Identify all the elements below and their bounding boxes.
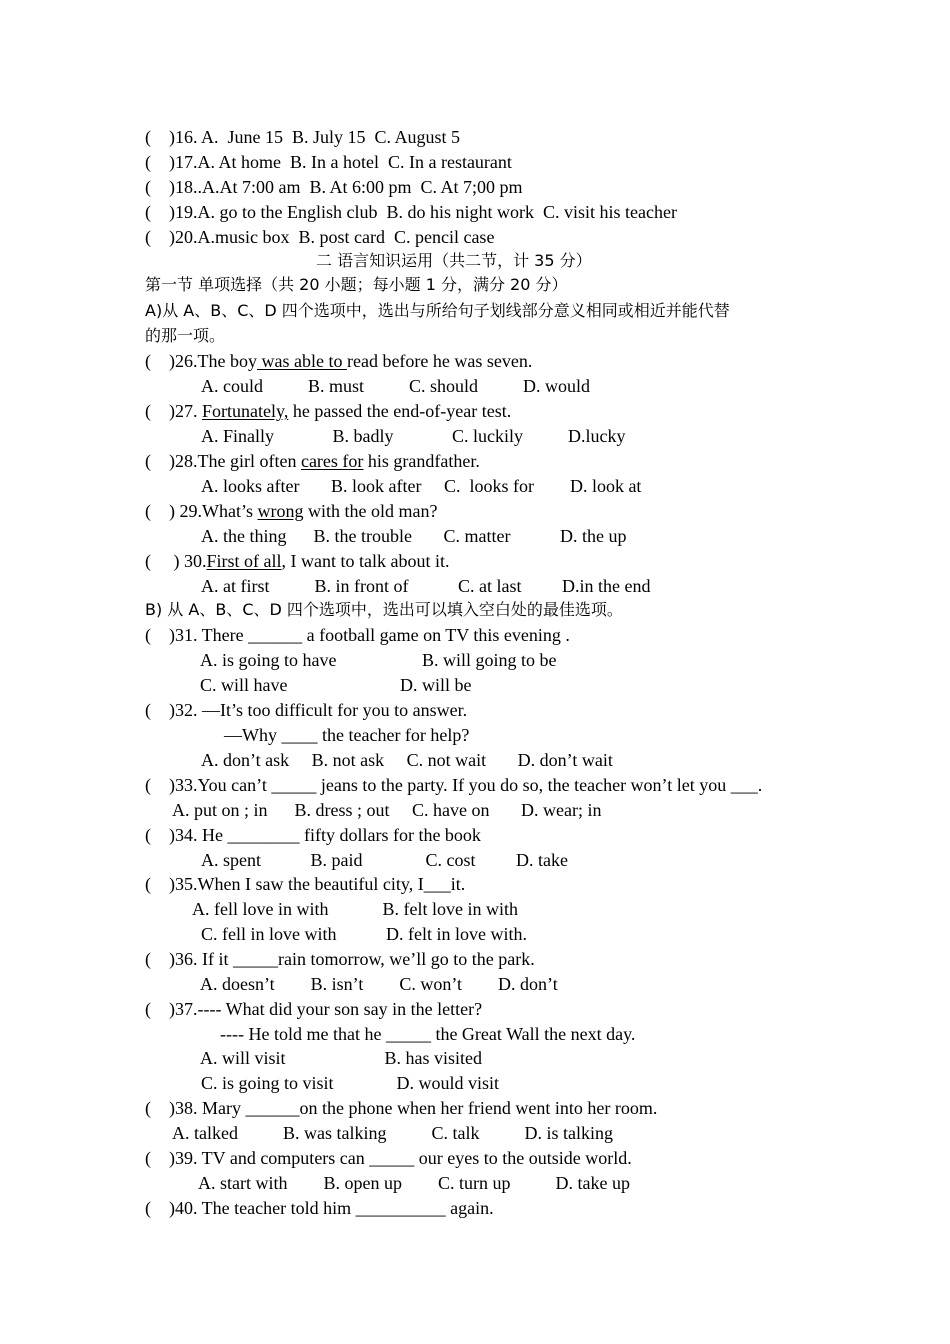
text-segment: ( )16. A. June 15 B. July 15 C. August 5 (145, 127, 461, 147)
text-line (201, 923, 527, 945)
text-segment: , I want to talk about it. (281, 551, 450, 571)
underlined-phrase: First of all (206, 551, 282, 571)
text-segment: ( )17.A. At home B. In a hotel C. In a restaurant (145, 152, 512, 172)
text-segment: ( )38. Mary ______on the phone when her friend went into her room. (145, 1098, 658, 1118)
text-segment: A. doesn’t B. isn’t C. won’t D. don’t (200, 974, 558, 994)
text-segment: A. fell love in with B. felt love in with (192, 899, 518, 919)
text-line (172, 799, 601, 821)
text-segment: A)从 A、B、C、D 四个选项中，选出与所给句子划线部分意义相同或相近并能代替 (145, 301, 730, 320)
text-segment: A. Finally B. badly C. luckily D.lucky (201, 426, 626, 446)
text-segment: —Why ____ the teacher for help? (224, 725, 470, 745)
text-segment: ( )36. If it _____rain tomorrow, we’ll go to the park. (145, 949, 535, 969)
text-line (201, 849, 568, 871)
text-segment: ( )20.A.music box B. post card C. pencil case (145, 227, 495, 247)
text-segment: A. start with B. open up C. turn up D. take up (198, 1173, 630, 1193)
text-segment: ( )31. There ______ a football game on TV this evening . (145, 625, 570, 645)
text-segment: ( ) 29.What’s (145, 501, 258, 521)
text-segment: ( )39. TV and computers can _____ our eyes to the outside world. (145, 1148, 632, 1168)
text-segment: A. is going to have B. will going to be (200, 650, 557, 670)
text-line (201, 575, 650, 597)
text-segment: A. don’t ask B. not ask C. not wait D. don’t wait (201, 750, 613, 770)
text-segment: ( )33.You can’t _____ jeans to the party. If you do so, the teacher won’t let you ___. (145, 775, 763, 795)
text-segment: C. is going to visit D. would visit (201, 1073, 500, 1093)
text-line (145, 500, 437, 522)
text-segment: A. spent B. paid C. cost D. take (201, 850, 568, 870)
text-line (145, 325, 225, 347)
text-line (201, 749, 613, 771)
text-line (145, 201, 677, 223)
text-segment: ( ) 30. (145, 551, 207, 571)
text-segment: A. at first B. in front of C. at last D.in the end (201, 576, 651, 596)
text-line (145, 948, 535, 970)
text-line (145, 226, 494, 248)
text-segment: ( )32. —It’s too difficult for you to answer. (145, 700, 468, 720)
text-segment: ( )26.The boy (145, 351, 257, 371)
text-segment: with the old man? (303, 501, 438, 521)
text-line (201, 375, 590, 397)
text-segment: ( )40. The teacher told him __________ again. (145, 1198, 494, 1218)
text-line (145, 699, 467, 721)
text-segment: ( )28.The girl often (145, 451, 301, 471)
underlined-phrase: cares for (300, 451, 364, 471)
text-segment: read before he was seven. (346, 351, 533, 371)
text-segment: ( )34. He ________ fifty dollars for the book (145, 825, 481, 845)
text-line (201, 425, 626, 447)
text-line (200, 674, 471, 696)
text-line (145, 550, 449, 572)
text-line (198, 1172, 630, 1194)
text-segment: ( )19.A. go to the English club B. do his night work C. visit his teacher (145, 202, 677, 222)
text-segment: A. looks after B. look after C. looks for D. look at (201, 476, 642, 496)
text-line (145, 873, 465, 895)
text-line (145, 824, 481, 846)
text-line (201, 475, 641, 497)
text-line (220, 1023, 635, 1045)
text-line (200, 1047, 482, 1069)
text-line (145, 450, 480, 472)
text-segment: ( )37.---- What did your son say in the letter? (145, 999, 483, 1019)
text-line (145, 151, 512, 173)
text-line (145, 599, 623, 621)
text-segment: C. fell in love with D. felt in love with. (201, 924, 527, 944)
text-segment: ( )27. (145, 401, 202, 421)
text-line (200, 973, 558, 995)
text-segment: his grandfather. (363, 451, 480, 471)
text-segment: A. talked B. was talking C. talk D. is talking (172, 1123, 613, 1143)
text-segment: B) 从 A、B、C、D 四个选项中，选出可以填入空白处的最佳选项。 (145, 600, 623, 619)
text-segment: ---- He told me that he _____ the Great Wall the next day. (220, 1024, 636, 1044)
text-segment: ( )35.When I saw the beautiful city, I___it. (145, 874, 466, 894)
text-line (201, 1072, 499, 1094)
text-segment: he passed the end-of-year test. (288, 401, 512, 421)
text-segment: ( )18..A.At 7:00 am B. At 6:00 pm C. At 7;00 pm (145, 177, 523, 197)
text-segment: A. will visit B. has visited (200, 1048, 483, 1068)
text-line (145, 350, 532, 372)
text-line (316, 250, 592, 272)
text-line (145, 774, 762, 796)
text-line (145, 126, 460, 148)
underlined-phrase: was able to (256, 351, 347, 371)
text-line (145, 274, 568, 296)
text-line (145, 1097, 657, 1119)
text-segment: A. the thing B. the trouble C. matter D. the up (201, 526, 627, 546)
text-line (192, 898, 518, 920)
text-line (145, 1197, 494, 1219)
text-line (145, 1147, 632, 1169)
text-line (145, 176, 523, 198)
text-line (224, 724, 469, 746)
text-line (201, 525, 626, 547)
text-line (145, 300, 730, 322)
text-segment: 第一节 单项选择（共 20 小题；每小题 1 分，满分 20 分） (145, 275, 568, 294)
text-line (145, 400, 511, 422)
text-segment: 二 语言知识运用（共二节，计 35 分） (316, 251, 592, 270)
text-segment: 的那一项。 (145, 326, 226, 345)
text-line (145, 998, 482, 1020)
underlined-phrase: wrong (257, 501, 304, 521)
text-line (172, 1122, 613, 1144)
underlined-phrase: Fortunately, (202, 401, 289, 421)
text-segment: A. put on ; in B. dress ; out C. have on D. wear; in (172, 800, 602, 820)
text-line (200, 649, 556, 671)
text-segment: C. will have D. will be (200, 675, 472, 695)
text-line (145, 624, 570, 646)
text-segment: A. could B. must C. should D. would (201, 376, 591, 396)
